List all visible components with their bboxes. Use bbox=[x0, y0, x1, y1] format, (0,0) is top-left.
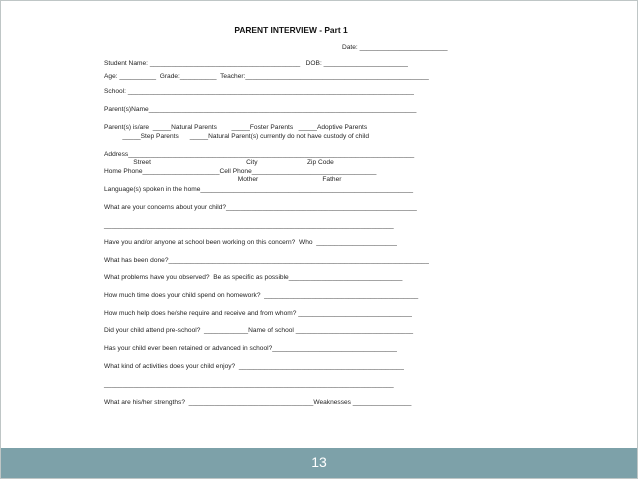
retained-line: Has your child ever been retained or advanced in school?__________________________________ bbox=[104, 345, 397, 352]
strengths-weaknesses-line: What are his/her strengths? __________________________________Weaknesses ________________ bbox=[104, 399, 412, 406]
student-name-line: Student Name: _________________________________________ DOB: _______________________ bbox=[104, 60, 408, 67]
interview-form bbox=[96, 1, 486, 449]
page-number: 13 bbox=[311, 454, 327, 470]
problems-observed-line: What problems have you observed? Be as specific as possible_______________________________ bbox=[104, 274, 403, 281]
activities-line-2: _______________________________________________________________________________ bbox=[104, 381, 394, 388]
footer-bar bbox=[1, 448, 637, 478]
what-done-line: What has been done?_______________________________________________________________________ bbox=[104, 257, 429, 264]
parent-status-line-2: _____Step Parents _____Natural Parent(s) currently do not have custody of child bbox=[104, 133, 369, 140]
parent-status-line: Parent(s) is/are _____Natural Parents _____Foster Parents _____Adoptive Parents bbox=[104, 124, 368, 131]
address-line: Address______________________________________________________________________________ bbox=[104, 151, 415, 158]
date-line: Date: ________________________ bbox=[342, 44, 448, 51]
parent-name-line: Parent(s)Name_________________________________________________________________________ bbox=[104, 106, 417, 113]
help-required-line: How much help does he/she require and receive and from whom? _______________________________ bbox=[104, 310, 412, 317]
homework-time-line: How much time does your child spend on homework? __________________________________________ bbox=[104, 292, 419, 299]
age-grade-teacher-line: Age: __________ Grade:__________ Teacher:__________________________________________________ bbox=[104, 73, 429, 80]
language-line: Language(s) spoken in the home__________________________________________________________ bbox=[104, 186, 414, 193]
concerns-line-2: _______________________________________________________________________________ bbox=[104, 222, 394, 229]
phone-labels: Mother Father bbox=[104, 176, 342, 183]
school-line: School: ______________________________________________________________________________ bbox=[104, 88, 414, 95]
working-on-concern-line: Have you and/or anyone at school been working on this concern? Who ______________________ bbox=[104, 239, 397, 246]
activities-line: What kind of activities does your child enjoy? _____________________________________________ bbox=[104, 363, 404, 370]
pre-school-line: Did your child attend pre-school? ____________Name of school ________________________________ bbox=[104, 327, 414, 334]
phone-line: Home Phone_____________________Cell Phone__________________________________ bbox=[104, 168, 377, 175]
concerns-line: What are your concerns about your child?____________________________________________________ bbox=[104, 204, 417, 211]
form-title: PARENT INTERVIEW - Part 1 bbox=[234, 25, 348, 35]
address-labels: Street City Zip Code bbox=[104, 159, 334, 166]
